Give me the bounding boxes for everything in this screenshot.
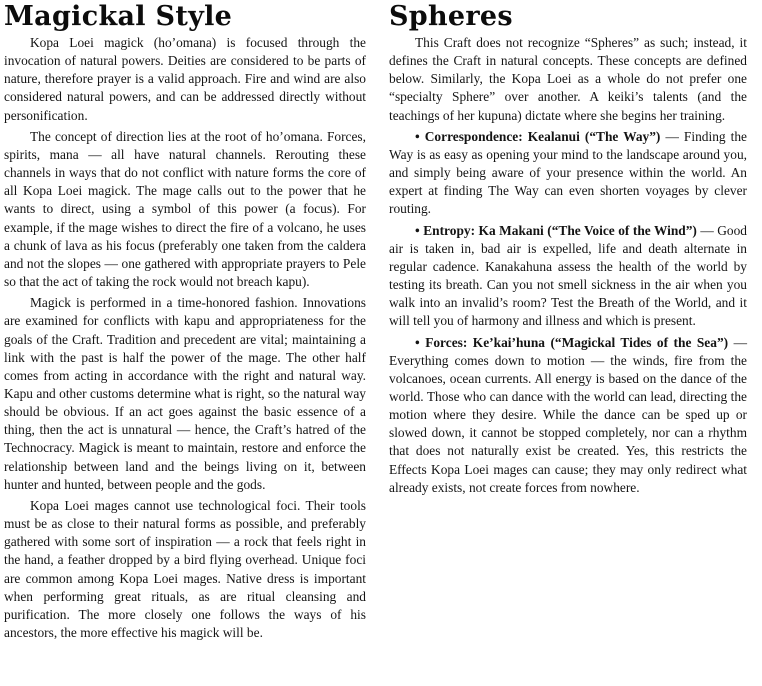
left-column (4, 0, 366, 642)
sphere-entry-entropy (389, 222, 747, 331)
paragraph: Kopa Loei mages cannot use technological foci. Their tools must be as close to their natural forms as possible, and preferably gathered with some sort of inspiration — a rock that feels right in the hand, a feather dropped by a bird flying overhead. Unique foci are common among Kopa Loei mages. Native dress is important when performing great rituals, as are ritual cleansing and purification. The more closely one follows the ways of his ancestors, the more effective his magick will be. (4, 497, 366, 640)
paragraph: Magick is performed in a time-honored fashion. Innovations are examined for conflicts with kapu and appropriateness for the goals of the Craft. Tradition and precedent are vital; maintaining a link with the past is half the power of the mage. The other half comes from acting in accordance with the right and natural way. Kapu and other customs determine what is right, so the natural way should be obvious. If an act goes against the basic essence of a thing, then the act is unnatural — hence, the Craft’s hatred of the Technocracy. Magick is meant to maintain, restore and enforce the relationship between land and the beings living on it, between hunter and hunted, between people and the gods. (4, 295, 366, 492)
section-heading-spheres: Spheres (389, 1, 513, 32)
sphere-entry-forces (389, 334, 747, 497)
sphere-entry-correspondence (389, 128, 747, 219)
right-column (389, 0, 747, 497)
paragraph: Kopa Loei magick (ho’omana) is focused through the invocation of natural powers. Deities are considered to be parts of nature, therefore prayer is a valid approach. Fire and wind are also considered natural powers, and can be addressed directly without personification. (4, 35, 366, 123)
bullet-icon: • (415, 128, 420, 144)
sphere-term: Entropy: Ka Makani (“The Voice of the Wind”) (423, 222, 697, 238)
sphere-term: Forces: Ke’kai’huna (“Magickal Tides of the Sea”) (425, 334, 729, 350)
sphere-term: Correspondence: Kealanui (“The Way”) (424, 128, 661, 144)
paragraph: The concept of direction lies at the root of ho’omana. Forces, spirits, mana — all have natural channels. Rerouting these channels in ways that do not conflict with nature forms the core of all Kopa Loei magick. The mage calls out to the power that he wants to direct, using a symbol of this power (a focus). For example, if the mage wishes to direct the fire of a volcano, he uses a chunk of lava as his focus (preferably one taken from the caldera and not the slopes — one gathered with appropriate prayers to Pele so that the act of taking the rock would not breach kapu). (4, 128, 366, 290)
spheres-intro-paragraph: This Craft does not recognize “Spheres” as such; instead, it defines the Craft in natural concepts. These concepts are defined below. Similarly, the Kopa Loei as a whole do not prefer one “specialty Sphere” over another. A keiki’s talents (and the teachings of her kupuna) dictate where she begins her training. (389, 35, 747, 123)
section-heading-magickal-style: Magickal Style (4, 1, 233, 32)
sphere-description: — Everything comes down to motion — the winds, fire from the volcanoes, ocean currents. All energy is based on the dance of the world. Those who can dance with the world can lead, directing the motion where they desire. While the dance can be sped up or slowed down, it cannot be stopped completely, nor can a rhythm that does not naturally exist be created. Yes, this restricts the Effects Kopa Loei mages can cause; they may only redirect what already exists, not create forces from nowhere. (389, 334, 747, 495)
sphere-description: — Finding the Way is as easy as opening your mind to the landscape around you, and simply being aware of your presence within the world. An expert at finding The Way can even shorten voyages by clever routing. (389, 128, 747, 217)
bullet-icon: • (415, 222, 420, 238)
bullet-icon: • (415, 334, 420, 350)
sphere-description: — Good air is taken in, bad air is expelled, life and death alternate in regular cadence. Kanakahuna assess the health of the world by testing its breath. Can you not smell sickness in the air when you walk into an invalid’s room? Test the Breath of the World, and it will tell you of harmony and illness and which is present. (389, 222, 747, 329)
